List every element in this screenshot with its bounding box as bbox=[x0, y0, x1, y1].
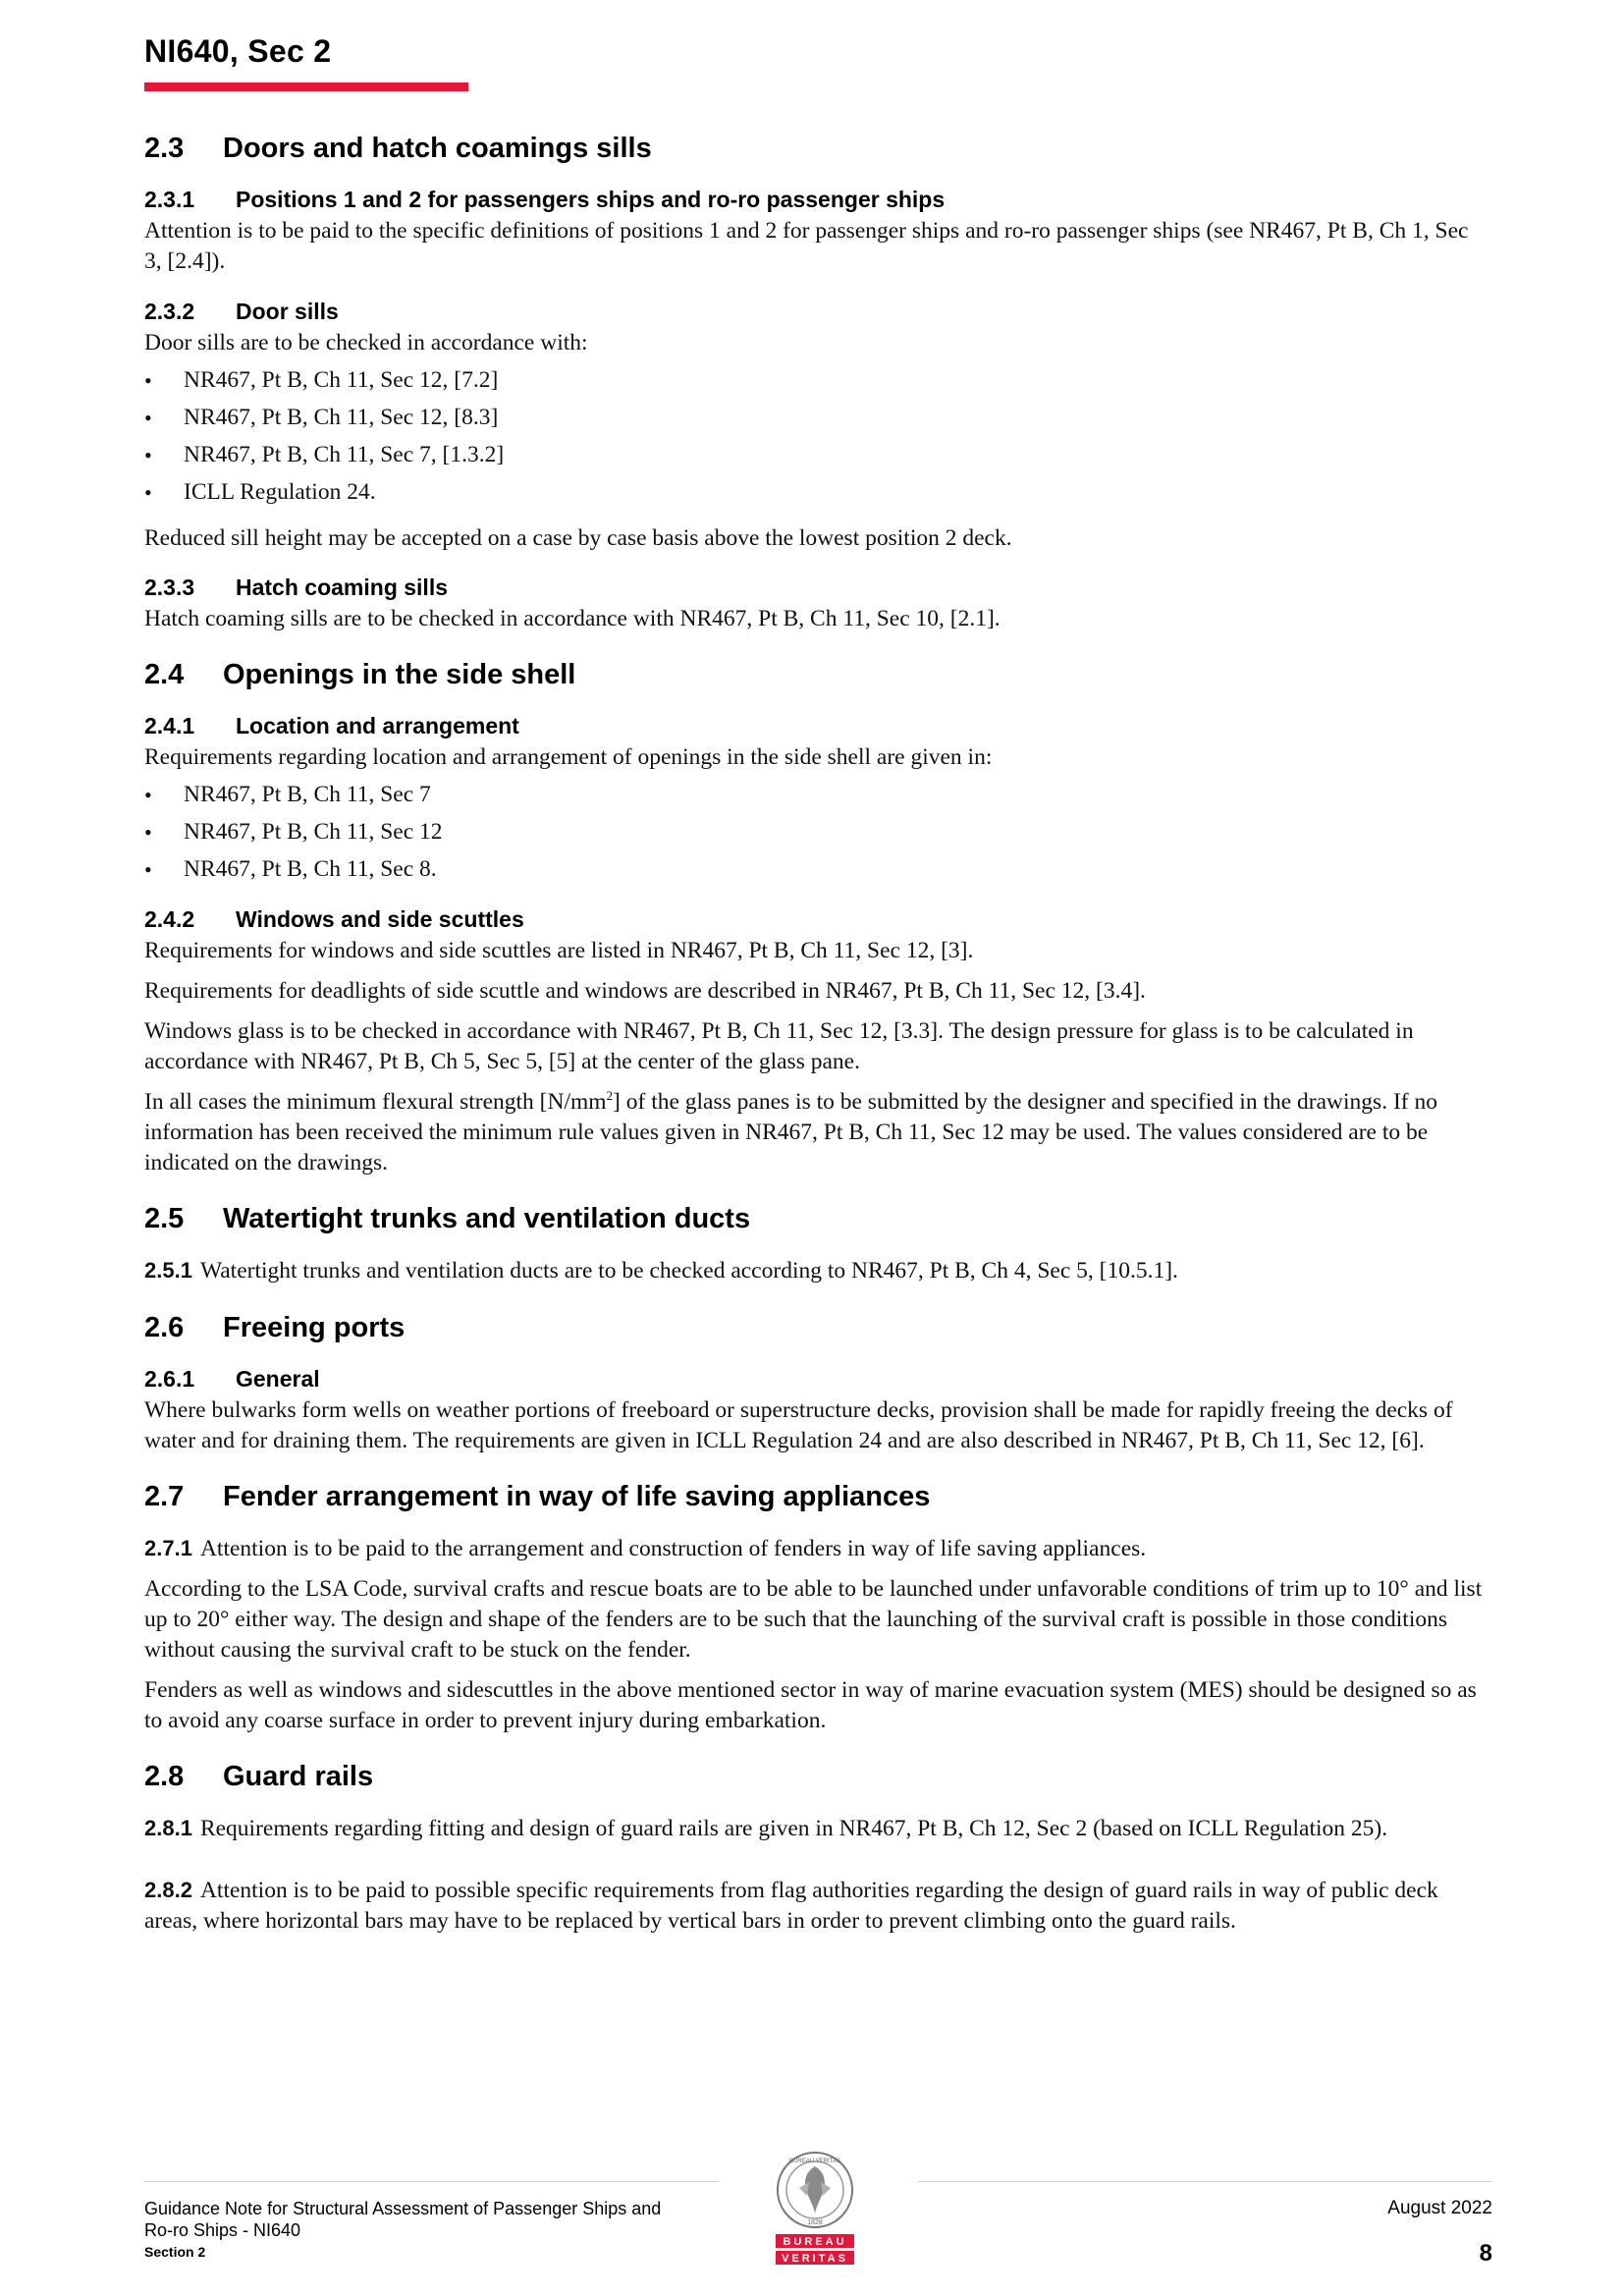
item-number: 2.7.1 bbox=[144, 1536, 192, 1560]
footer-section: Section 2 bbox=[144, 2244, 206, 2260]
section-number: 2.8 bbox=[144, 1761, 185, 1792]
list-item: • NR467, Pt B, Ch 11, Sec 7 bbox=[144, 780, 1488, 810]
paragraph: 2.8.2 Attention is to be paid to possible specific requirements from flag authorities regarding the design of guard rails in way of public deck areas, where horizontal bars may have to be replaced by vertical bars in order to prevent climbing onto the guard rails. bbox=[144, 1878, 1438, 1934]
section-title: Doors and hatch coamings sills bbox=[223, 133, 652, 164]
subsection-number: 2.3.3 bbox=[144, 574, 195, 600]
subsection-2-4-2-heading bbox=[144, 904, 1488, 934]
item-number: 2.5.1 bbox=[144, 1258, 192, 1283]
svg-text:BUREAU: BUREAU bbox=[783, 2236, 847, 2248]
paragraph: 2.8.1 Requirements regarding fitting and design of guard rails are given in NR467, Pt B, Ch 12, Sec 2 (based on ICLL Regulation 25). bbox=[144, 1816, 1388, 1841]
list-item: • NR467, Pt B, Ch 11, Sec 12, [8.3] bbox=[144, 403, 1488, 433]
footer-divider bbox=[144, 2181, 719, 2182]
footer-date: August 2022 bbox=[1387, 2198, 1492, 2218]
bullet-icon: • bbox=[144, 857, 152, 882]
subsection-title: Hatch coaming sills bbox=[236, 574, 449, 600]
bureau-veritas-logo-icon bbox=[770, 2149, 860, 2269]
section-title: Guard rails bbox=[223, 1761, 374, 1792]
subsection-number: 2.4.1 bbox=[144, 713, 195, 738]
paragraph: Windows glass is to be checked in accordance with NR467, Pt B, Ch 11, Sec 12, [3.3]. The design pressure for glass is to be calculated in accordance with NR467, Pt B, Ch 5, Sec 5, [5] at the center of the glass pane. bbox=[144, 1018, 1414, 1074]
svg-text:BUREAU VERITAS: BUREAU VERITAS bbox=[789, 2159, 840, 2164]
list-item: • ICLL Regulation 24. bbox=[144, 477, 1488, 508]
section-2-7-heading bbox=[144, 1479, 1488, 1514]
section-title: Fender arrangement in way of life saving appliances bbox=[223, 1481, 931, 1512]
section-2-5-heading bbox=[144, 1201, 1488, 1236]
subsection-2-6-1-heading bbox=[144, 1364, 1488, 1394]
footer-document-title: Guidance Note for Structural Assessment of Passenger Ships and Ro-ro Ships - NI640 Section 2 bbox=[144, 2198, 733, 2263]
bullet-icon: • bbox=[144, 368, 152, 393]
subsection-title: Door sills bbox=[236, 299, 339, 324]
paragraph: Requirements regarding location and arrangement of openings in the side shell are given in: bbox=[144, 744, 993, 770]
list-item: • NR467, Pt B, Ch 11, Sec 12 bbox=[144, 817, 1488, 847]
paragraph: In all cases the minimum flexural strength $[N/mm^2]$ of the glass panes is to be submitted by the designer and specified in the drawings. If no information has been received the minimum rule values given in NR467, Pt B, Ch 11, Sec 12 may be used. The values considered are to be indicated on the drawings. bbox=[144, 1088, 1437, 1175]
page-number: 8 bbox=[1479, 2240, 1492, 2267]
section-title: Openings in the side shell bbox=[223, 659, 576, 690]
subsection-number: 2.3.1 bbox=[144, 187, 195, 212]
bullet-list bbox=[144, 780, 1488, 885]
subsection-number: 2.6.1 bbox=[144, 1366, 195, 1392]
running-header: NI640, Sec 2 bbox=[144, 33, 332, 69]
bullet-icon: • bbox=[144, 480, 152, 505]
section-2-3-heading bbox=[144, 131, 1488, 166]
section-2-6-heading bbox=[144, 1310, 1488, 1345]
paragraph: 2.5.1 Watertight trunks and ventilation ducts are to be checked according to NR467, Pt B, Ch 4, Sec 5, [10.5.1]. bbox=[144, 1258, 1178, 1284]
svg-text:1828: 1828 bbox=[807, 2219, 823, 2226]
page-content bbox=[144, 128, 1488, 1937]
subsection-number: 2.4.2 bbox=[144, 906, 195, 932]
section-2-4-heading bbox=[144, 657, 1488, 692]
bullet-list bbox=[144, 365, 1488, 508]
subsection-title: Positions 1 and 2 for passengers ships and ro-ro passenger ships bbox=[236, 187, 946, 212]
paragraph: Door sills are to be checked in accordance with: bbox=[144, 330, 588, 355]
subsection-title: Windows and side scuttles bbox=[236, 906, 524, 932]
list-item: • NR467, Pt B, Ch 11, Sec 12, [7.2] bbox=[144, 365, 1488, 396]
paragraph: Attention is to be paid to the specific definitions of positions 1 and 2 for passenger ships and ro-ro passenger ships (see NR467, Pt B, Ch 1, Sec 3, [2.4]). bbox=[144, 218, 1469, 274]
list-item: • NR467, Pt B, Ch 11, Sec 7, [1.3.2] bbox=[144, 440, 1488, 470]
list-item: • NR467, Pt B, Ch 11, Sec 8. bbox=[144, 854, 1488, 885]
section-number: 2.6 bbox=[144, 1312, 185, 1343]
section-number: 2.3 bbox=[144, 133, 185, 164]
section-number: 2.5 bbox=[144, 1203, 185, 1234]
footer-divider bbox=[918, 2181, 1492, 2182]
svg-text:VERITAS: VERITAS bbox=[782, 2253, 848, 2265]
paragraph: 2.7.1 Attention is to be paid to the arrangement and construction of fenders in way of life saving appliances. bbox=[144, 1536, 1147, 1561]
paragraph: Where bulwarks form wells on weather portions of freeboard or superstructure decks, provision shall be made for rapidly freeing the decks of water and for draining them. The requirements are given in ICLL Regulation 24 and are also described in NR467, Pt B, Ch 11, Sec 12, [6]. bbox=[144, 1397, 1453, 1453]
subsection-title: General bbox=[236, 1366, 320, 1392]
paragraph: Fenders as well as windows and sidescuttles in the above mentioned sector in way of marine evacuation system (MES) should be designed so as to avoid any coarse surface in order to prevent injury during embarkation. bbox=[144, 1677, 1477, 1733]
section-2-8-heading bbox=[144, 1759, 1488, 1794]
paragraph: Reduced sill height may be accepted on a case by case basis above the lowest position 2 deck. bbox=[144, 525, 1012, 551]
item-number: 2.8.1 bbox=[144, 1816, 192, 1840]
header-rule bbox=[144, 82, 468, 91]
item-number: 2.8.2 bbox=[144, 1878, 192, 1902]
paragraph: According to the LSA Code, survival crafts and rescue boats are to be able to be launched under unfavorable conditions of trim up to 10° and list up to 20° either way. The design and shape of the fenders are to be such that the launching of the survival craft is possible in those conditions without causing the survival craft to be stuck on the fender. bbox=[144, 1576, 1483, 1663]
subsection-2-4-1-heading bbox=[144, 711, 1488, 740]
paragraph: Requirements for windows and side scuttles are listed in NR467, Pt B, Ch 11, Sec 12, [3]. bbox=[144, 938, 974, 963]
subsection-number: 2.3.2 bbox=[144, 299, 195, 324]
section-number: 2.7 bbox=[144, 1481, 185, 1512]
bullet-icon: • bbox=[144, 820, 152, 845]
subsection-2-3-2-heading bbox=[144, 297, 1488, 326]
section-number: 2.4 bbox=[144, 659, 185, 690]
subsection-2-3-3-heading bbox=[144, 573, 1488, 602]
paragraph: Requirements for deadlights of side scuttle and windows are described in NR467, Pt B, Ch 11, Sec 12, [3.4]. bbox=[144, 978, 1146, 1004]
bullet-icon: • bbox=[144, 443, 152, 467]
subsection-2-3-1-heading bbox=[144, 185, 1488, 214]
subsection-title: Location and arrangement bbox=[236, 713, 519, 738]
section-title: Watertight trunks and ventilation ducts bbox=[223, 1203, 751, 1234]
section-title: Freeing ports bbox=[223, 1312, 406, 1343]
paragraph: Hatch coaming sills are to be checked in accordance with NR467, Pt B, Ch 11, Sec 10, [2.1]. bbox=[144, 606, 1001, 631]
bullet-icon: • bbox=[144, 406, 152, 430]
bullet-icon: • bbox=[144, 783, 152, 807]
